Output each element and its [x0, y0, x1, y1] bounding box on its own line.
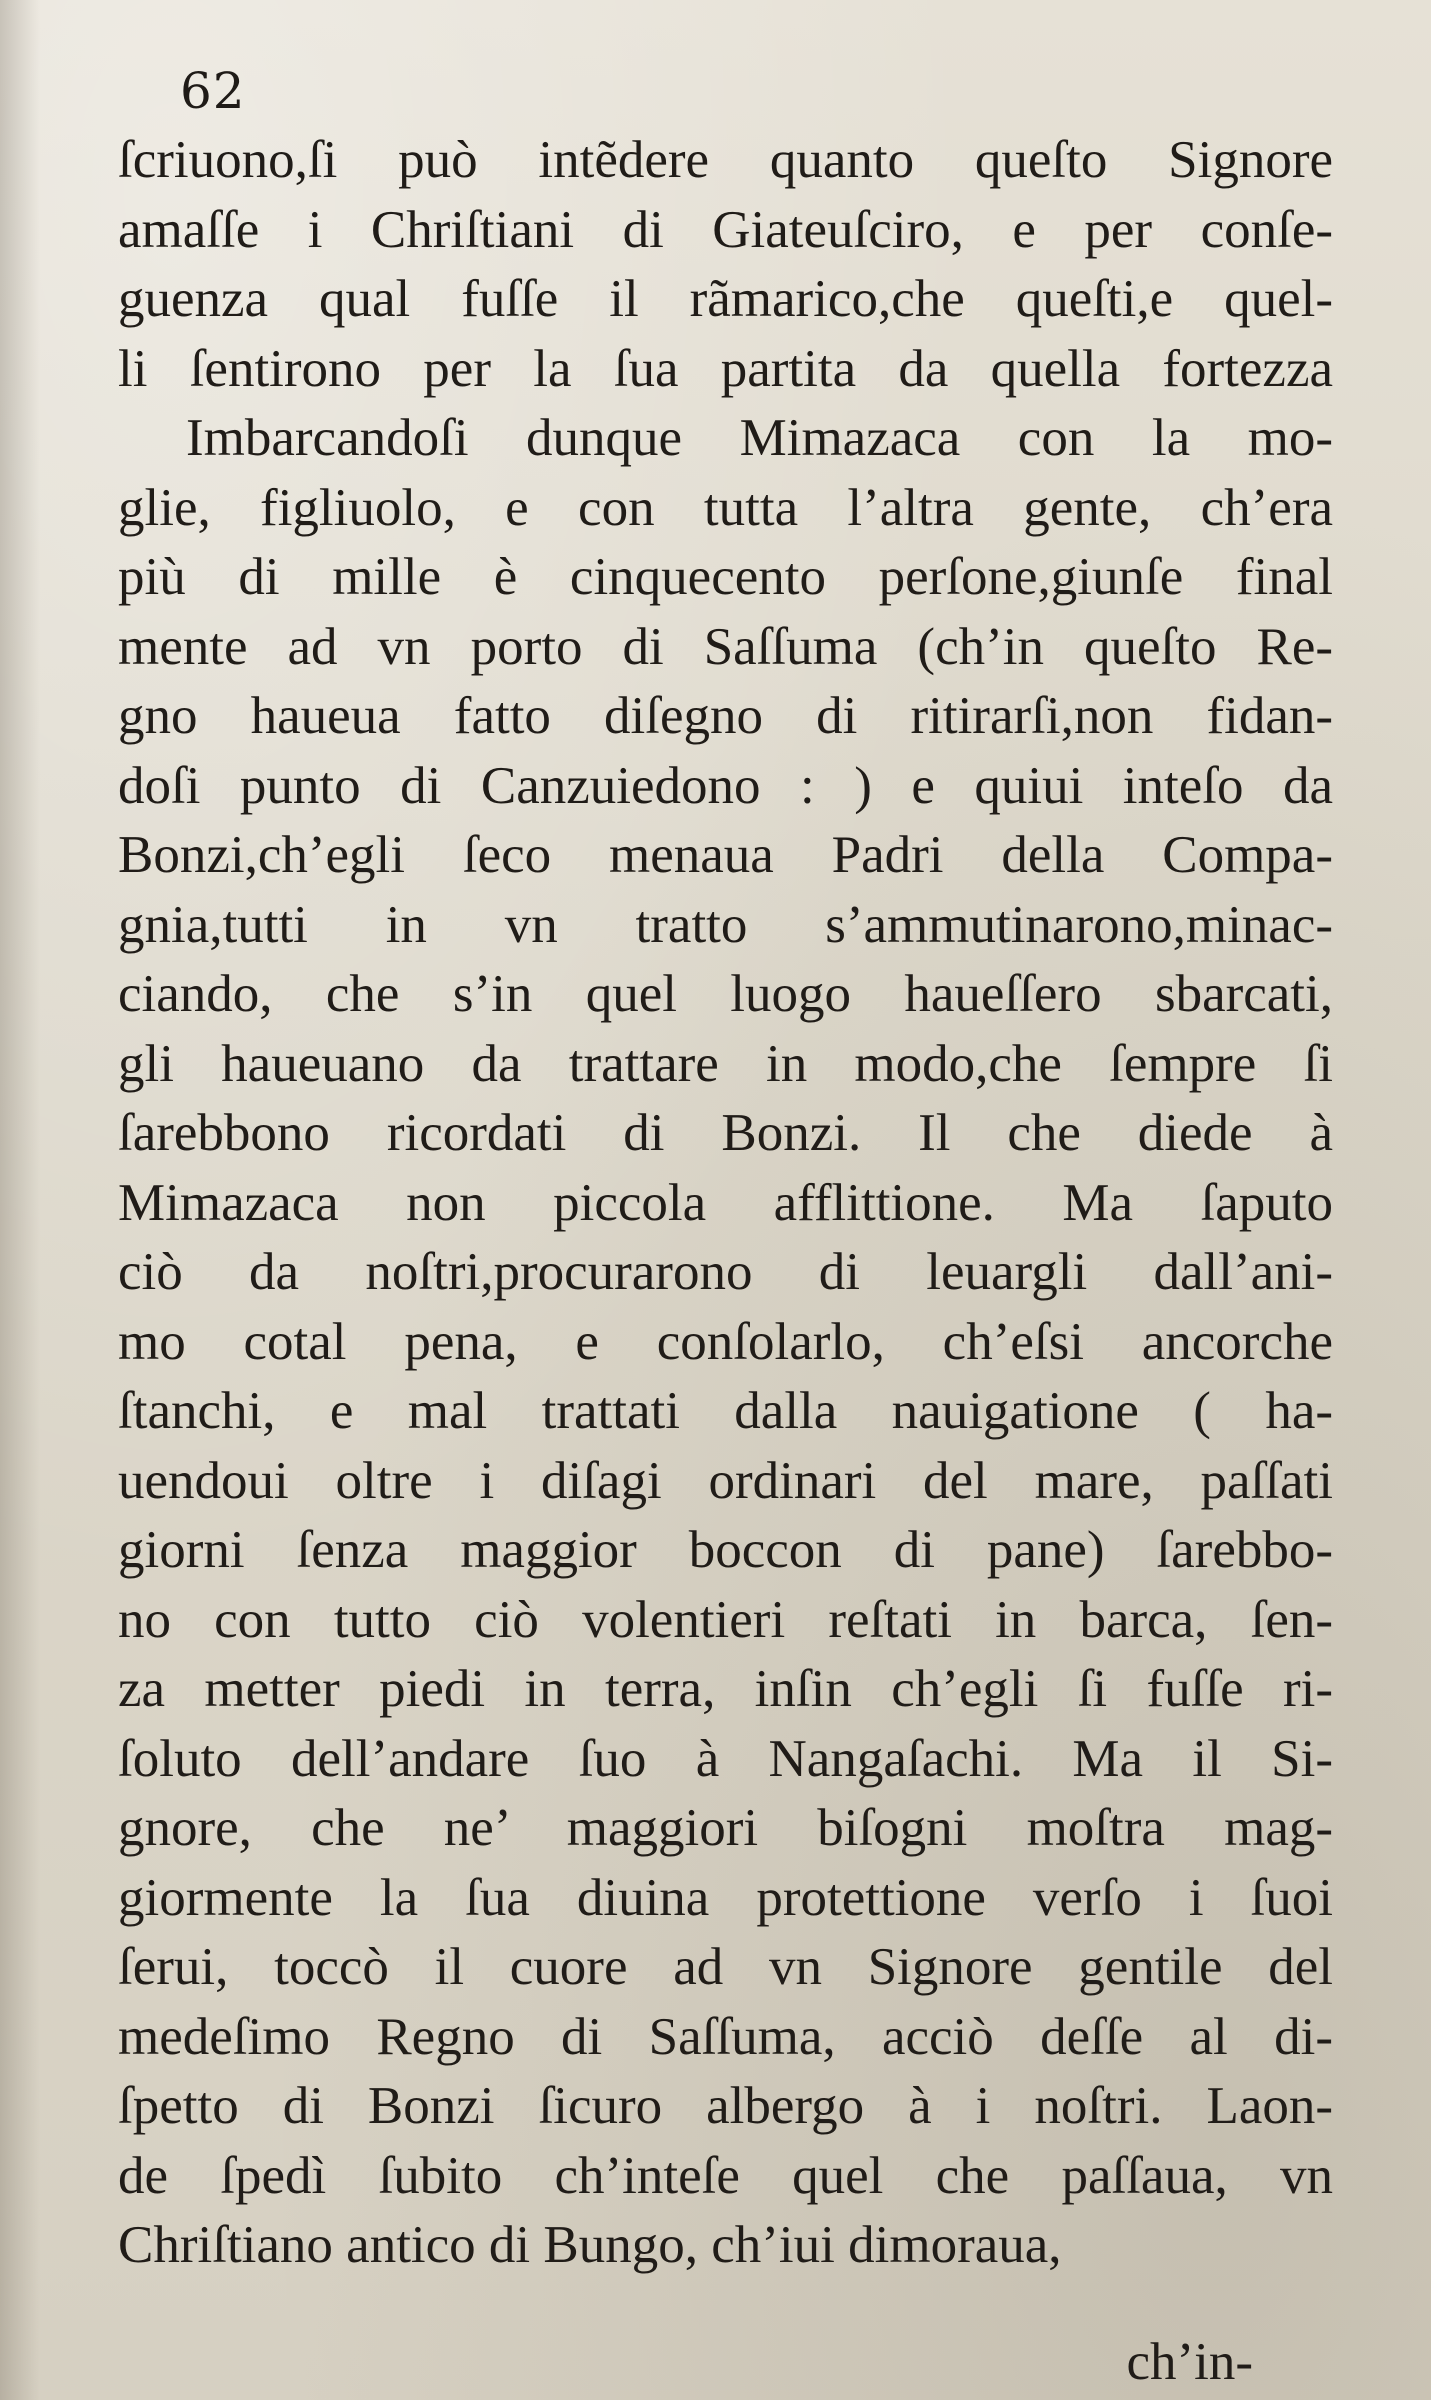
- text-line: amaſſe i Chriſtiani di Giateuſciro, e per conſe-: [118, 200, 1333, 259]
- text-line: gnore, che ne’ maggiori biſogni moſtra mag-: [118, 1799, 1333, 1857]
- text-line: Chriſtiano antico di Bungo, ch’iui dimoraua,: [118, 2216, 1062, 2274]
- text-line: gno haueua fatto diſegno di ritirarſi,non fidan-: [118, 687, 1333, 745]
- text-line: ſoluto dell’andare ſuo à Nangaſachi. Ma il Si-: [118, 1729, 1333, 1788]
- text-line: ciò da noſtri,procurarono di leuargli dall’ani-: [118, 1243, 1333, 1301]
- text-line: giormente la ſua diuina protettione verſo i ſuoi: [118, 1868, 1333, 1927]
- text-line: za metter piedi in terra, inſin ch’egli ſi fuſſe ri-: [118, 1660, 1333, 1718]
- text-line: gnia,tutti in vn tratto s’ammutinarono,minac-: [118, 895, 1333, 954]
- catchword: ch’in-: [1126, 2333, 1253, 2391]
- text-line: doſi punto di Canzuiedono : ) e quiui inteſo da: [118, 756, 1333, 815]
- text-line: mente ad vn porto di Saſſuma (ch’in queſto Re-: [118, 617, 1333, 676]
- text-line: uendoui oltre i diſagi ordinari del mare, paſſati: [118, 1451, 1333, 1510]
- text-line: no con tutto ciò volentieri reſtati in barca, ſen-: [118, 1590, 1333, 1649]
- text-line: de ſpedì ſubito ch’inteſe quel che paſſaua, vn: [118, 2146, 1333, 2205]
- page-number: 62: [180, 62, 246, 120]
- text-line: più di mille è cinquecento perſone,giunſe final: [118, 548, 1333, 606]
- text-line: Imbarcandoſi dunque Mimazaca con la mo-: [186, 409, 1333, 467]
- text-line: ſcriuono,ſi può intẽdere quanto queſto Signore: [118, 131, 1333, 189]
- text-line: ciando, che s’in quel luogo haueſſero sbarcati,: [118, 965, 1333, 1023]
- text-line: ſerui, toccò il cuore ad vn Signore gentile del: [118, 1938, 1333, 1996]
- text-line: ſpetto di Bonzi ſicuro albergo à i noſtri. Laon-: [118, 2077, 1333, 2135]
- text-line: ſtanchi, e mal trattati dalla nauigatione ( ha-: [118, 1382, 1333, 1440]
- text-line: ſarebbono ricordati di Bonzi. Il che diede à: [118, 1104, 1333, 1162]
- text-line: Bonzi,ch’egli ſeco menaua Padri della Compa-: [118, 826, 1333, 884]
- text-line: medeſimo Regno di Saſſuma, acciò deſſe al di-: [118, 2007, 1333, 2066]
- text-line: mo cotal pena, e conſolarlo, ch’eſsi ancorche: [118, 1312, 1333, 1371]
- text-line: glie, figliuolo, e con tutta l’altra gente, ch’era: [118, 478, 1333, 537]
- text-line: giorni ſenza maggior boccon di pane) ſarebbo-: [118, 1521, 1333, 1579]
- body-text: [118, 126, 1333, 2281]
- text-line: guenza qual fuſſe il rãmarico,che queſti,e quel-: [118, 270, 1333, 328]
- text-line: gli haueuano da trattare in modo,che ſempre ſi: [118, 1034, 1333, 1093]
- text-line: Mimazaca non piccola afflittione. Ma ſaputo: [118, 1173, 1333, 1232]
- text-line: li ſentirono per la ſua partita da quella fortezza: [118, 339, 1333, 398]
